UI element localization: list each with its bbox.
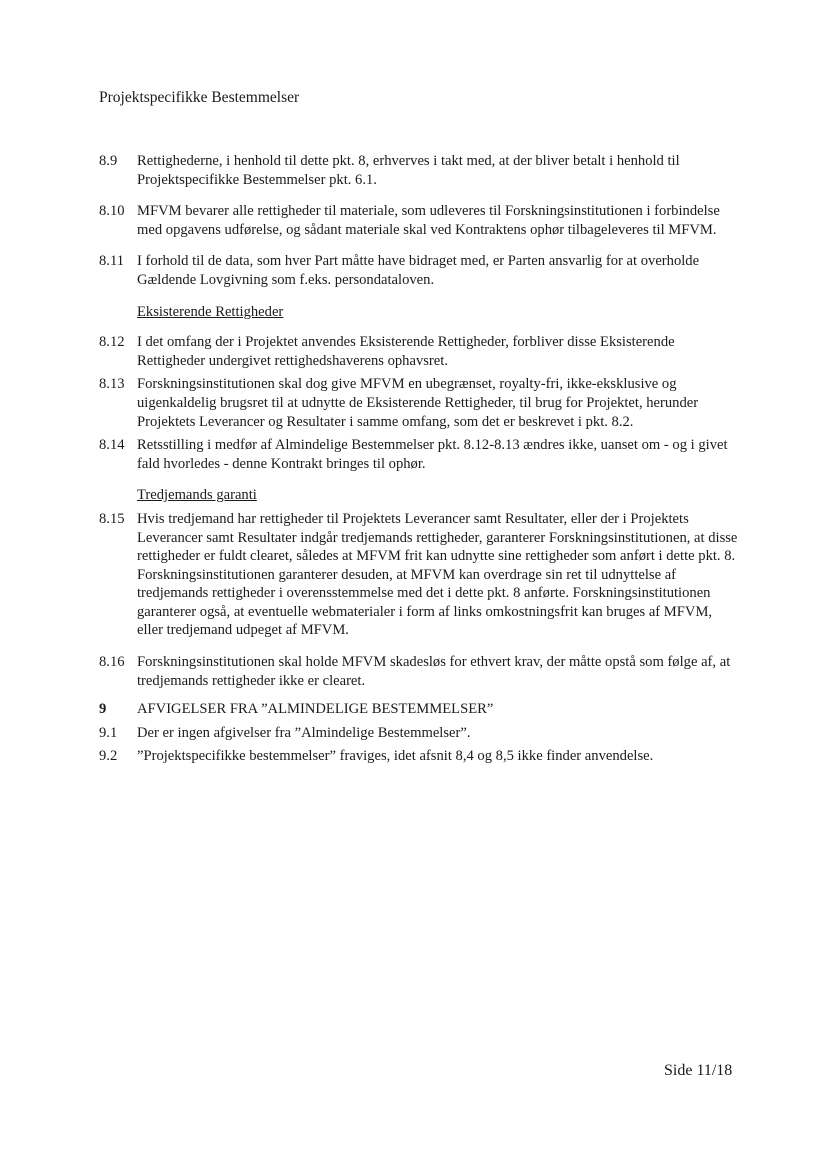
clause-number: 9.2: [99, 748, 118, 765]
page-header: Projektspecifikke Bestemmelser: [99, 89, 300, 106]
clause-text: ”Projektspecifikke bestemmelser” fraviges, idet afsnit 8,4 og 8,5 ikke finder anvendelse.: [137, 748, 654, 765]
page-number: Side 11/18: [664, 1062, 733, 1079]
clause-number: 9.1: [99, 724, 118, 741]
clause-text: Forskningsinstitutionen skal holde MFVM skadesløs for ethvert krav, der måtte opstå som følge af, at tredjemands rettigheder ikke er clearet.: [137, 654, 731, 689]
clause-8-13: [99, 375, 739, 431]
clause-8-12: [99, 333, 739, 370]
clause-number: 8.13: [99, 376, 125, 393]
clause-8-9: [99, 152, 739, 189]
clause-number: 8.14: [99, 437, 125, 454]
clause-text: Rettighederne, i henhold til dette pkt. 8, erhverves i takt med, at der bliver betalt i henhold til Projektspecifikke Bestemmelser pkt. 6.1.: [137, 153, 680, 188]
clause-8-16: [99, 653, 739, 690]
clause-8-15: [99, 510, 739, 640]
clause-8-14: [99, 436, 739, 473]
clause-number: 8.10: [99, 203, 125, 220]
clause-text: Forskningsinstitutionen skal dog give MFVM en ubegrænset, royalty-fri, ikke-eksklusive og uigenkaldelig brugsret til at udnytte de Eksisterende Rettigheder, til brug for Projektet, herunder Projektets Leverancer og Resultater i samme omfang, som det er beskrevet i pkt. 8.2.: [137, 376, 699, 430]
clause-text: MFVM bevarer alle rettigheder til materiale, som udleveres til Forskningsinstitutionen i forbindelse med opgavens udførelse, og sådant materiale skal ved Kontraktens ophør tilbageleveres til MFVM.: [137, 203, 720, 238]
clause-number: 8.11: [99, 253, 124, 270]
subheading-third-party-guarantee: Tredjemands garanti: [137, 487, 257, 504]
clause-number: 8.9: [99, 153, 118, 169]
clause-8-11: [99, 252, 739, 289]
document-body: [99, 152, 739, 766]
clause-text: Der er ingen afgivelser fra ”Almindelige Bestemmelser”.: [137, 724, 471, 741]
clause-8-10: [99, 202, 739, 239]
clause-text: Hvis tredjemand har rettigheder til Projektets Leverancer samt Resultater, eller der i Projektets Leverancer samt Resultater indgår tredjemands rettigheder, garanterer Forskningsinstitutionen, at disse rettigheder er fuldt clearet, således at MFVM frit kan udnytte sine rettigheder som anført i dette pkt. 8. Forskningsinstitutionen garanterer desuden, at MFVM kan overdrage sin ret til udnyttelse af tredjemands rettigheder i overensstemmelse med det i dette pkt. 8 anførte. Forskningsinstitutionen garanterer også, at eventuelle webmaterialer i form af links omkostningsfrit kan bruges af MFVM, eller tredjemand udpeget af MFVM.: [137, 510, 738, 639]
clause-text: I det omfang der i Projektet anvendes Eksisterende Rettigheder, forbliver disse Eksisterende Rettigheder undergivet rettighedshaverens ophavsret.: [137, 334, 675, 369]
section-title: AFVIGELSER FRA ”ALMINDELIGE BESTEMMELSER”: [137, 701, 494, 718]
clause-number: 8.12: [99, 334, 125, 351]
clause-number: 8.15: [99, 510, 125, 527]
clause-9-1: [99, 724, 739, 743]
clause-text: Retsstilling i medfør af Almindelige Bestemmelser pkt. 8.12-8.13 ændres ikke, uanset om - og i givet fald hvorledes - denne Kontrakt bringes til ophør.: [137, 437, 728, 472]
subheading-existing-rights: Eksisterende Rettigheder: [137, 303, 284, 320]
clause-9-2: [99, 747, 739, 766]
clause-number: 8.16: [99, 654, 125, 671]
section-number: 9: [99, 701, 107, 718]
clause-text: I forhold til de data, som hver Part måtte have bidraget med, er Parten ansvarlig for at overholde Gældende Lovgivning som f.eks. persondataloven.: [137, 253, 700, 288]
section-9-heading: [99, 700, 739, 719]
